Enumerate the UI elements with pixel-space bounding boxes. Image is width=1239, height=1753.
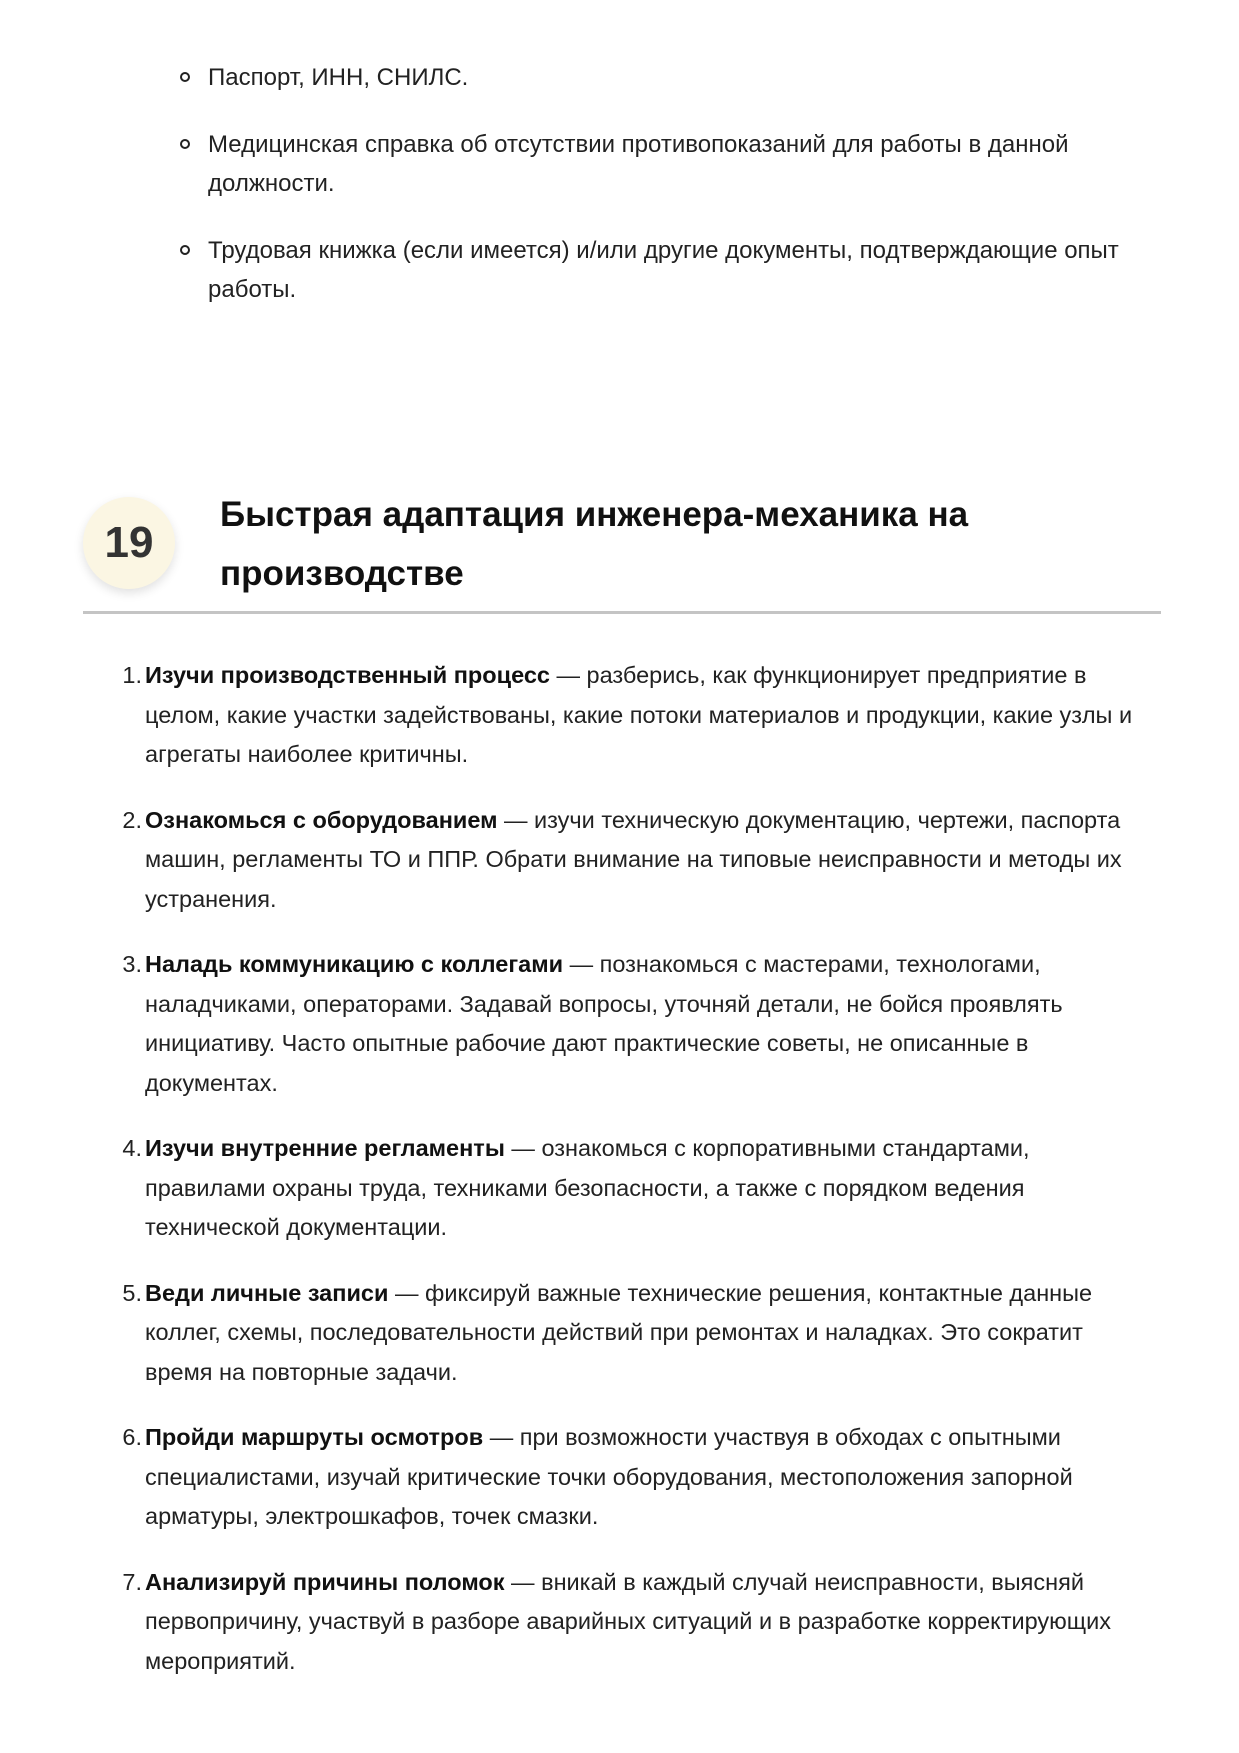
step-number: 1. xyxy=(122,662,142,688)
section-divider xyxy=(83,611,1161,614)
hollow-circle-bullet-icon xyxy=(180,72,190,82)
step-item-6 xyxy=(122,1418,1155,1537)
step-title: Ознакомься с оборудованием xyxy=(145,806,498,833)
step-text: — познакомься с мастерами, технологами, наладчиками, операторами. Задавай вопросы, уточняй детали, не бойся проявлять инициативу. Часто опытные рабочие дают практические советы, не описанные в документах. xyxy=(145,951,1063,1096)
step-item-5 xyxy=(122,1274,1155,1393)
step-number: 5. xyxy=(122,1279,142,1306)
step-item-1 xyxy=(122,656,1155,775)
list-item-text: Паспорт, ИНН, СНИЛС. xyxy=(208,64,469,91)
list-item xyxy=(180,125,1160,203)
step-number: 2. xyxy=(122,806,142,833)
step-title: Пройди маршруты осмотров xyxy=(145,1424,484,1450)
step-title: Анализируй причины поломок xyxy=(145,1568,505,1595)
list-item-text: Трудовая книжка (если имеется) и/или другие документы, подтверждающие опыт работы. xyxy=(208,237,1119,303)
step-number: 6. xyxy=(122,1424,142,1450)
step-title: Веди личные записи xyxy=(145,1279,389,1306)
hollow-circle-bullet-icon xyxy=(180,139,190,149)
documents-bullet-list xyxy=(180,58,1160,337)
adaptation-steps-list xyxy=(122,656,1155,1707)
step-text: — фиксируй важные технические решения, контактные данные коллег, схемы, последовательности действий при ремонтах и наладках. Это сократит время на повторные задачи. xyxy=(145,1279,1093,1385)
step-number: 4. xyxy=(122,1135,142,1161)
step-title: Наладь коммуникацию с коллегами xyxy=(145,951,564,977)
step-number: 7. xyxy=(122,1568,142,1595)
list-item xyxy=(180,231,1160,309)
step-title: Изучи производственный процесс xyxy=(145,662,550,688)
section-number-badge: 19 xyxy=(83,497,175,589)
step-text: — при возможности участвуя в обходах с опытными специалистами, изучай критические точки оборудования, местоположения запорной арматуры, электрошкафов, точек смазки. xyxy=(145,1424,1073,1529)
step-text: — ознакомься с корпоративными стандартами, правилами охраны труда, техниками безопасности, а также с порядком ведения технической документации. xyxy=(145,1135,1030,1240)
step-text: — разберись, как функционирует предприятие в целом, какие участки задействованы, какие потоки материалов и продукции, какие узлы и агрегаты наиболее критичны. xyxy=(145,662,1133,767)
list-item xyxy=(180,58,1160,97)
list-item-text: Медицинская справка об отсутствии противопоказаний для работы в данной должности. xyxy=(208,131,1069,197)
step-item-3 xyxy=(122,945,1155,1103)
step-text: — изучи техническую документацию, чертежи, паспорта машин, регламенты ТО и ППР. Обрати внимание на типовые неисправности и методы их устранения. xyxy=(145,806,1122,912)
step-title: Изучи внутренние регламенты xyxy=(145,1135,505,1161)
section-title: Быстрая адаптация инженера-механика на производстве xyxy=(220,495,969,593)
hollow-circle-bullet-icon xyxy=(180,245,190,255)
step-item-2 xyxy=(122,801,1155,920)
step-item-4 xyxy=(122,1129,1155,1248)
section-header xyxy=(83,485,1163,615)
step-number: 3. xyxy=(122,951,142,977)
step-text: — вникай в каждый случай неисправности, выясняй первопричину, участвуй в разборе аварийных ситуаций и в разработке корректирующих мероприятий. xyxy=(145,1568,1111,1674)
step-item-7 xyxy=(122,1563,1155,1682)
